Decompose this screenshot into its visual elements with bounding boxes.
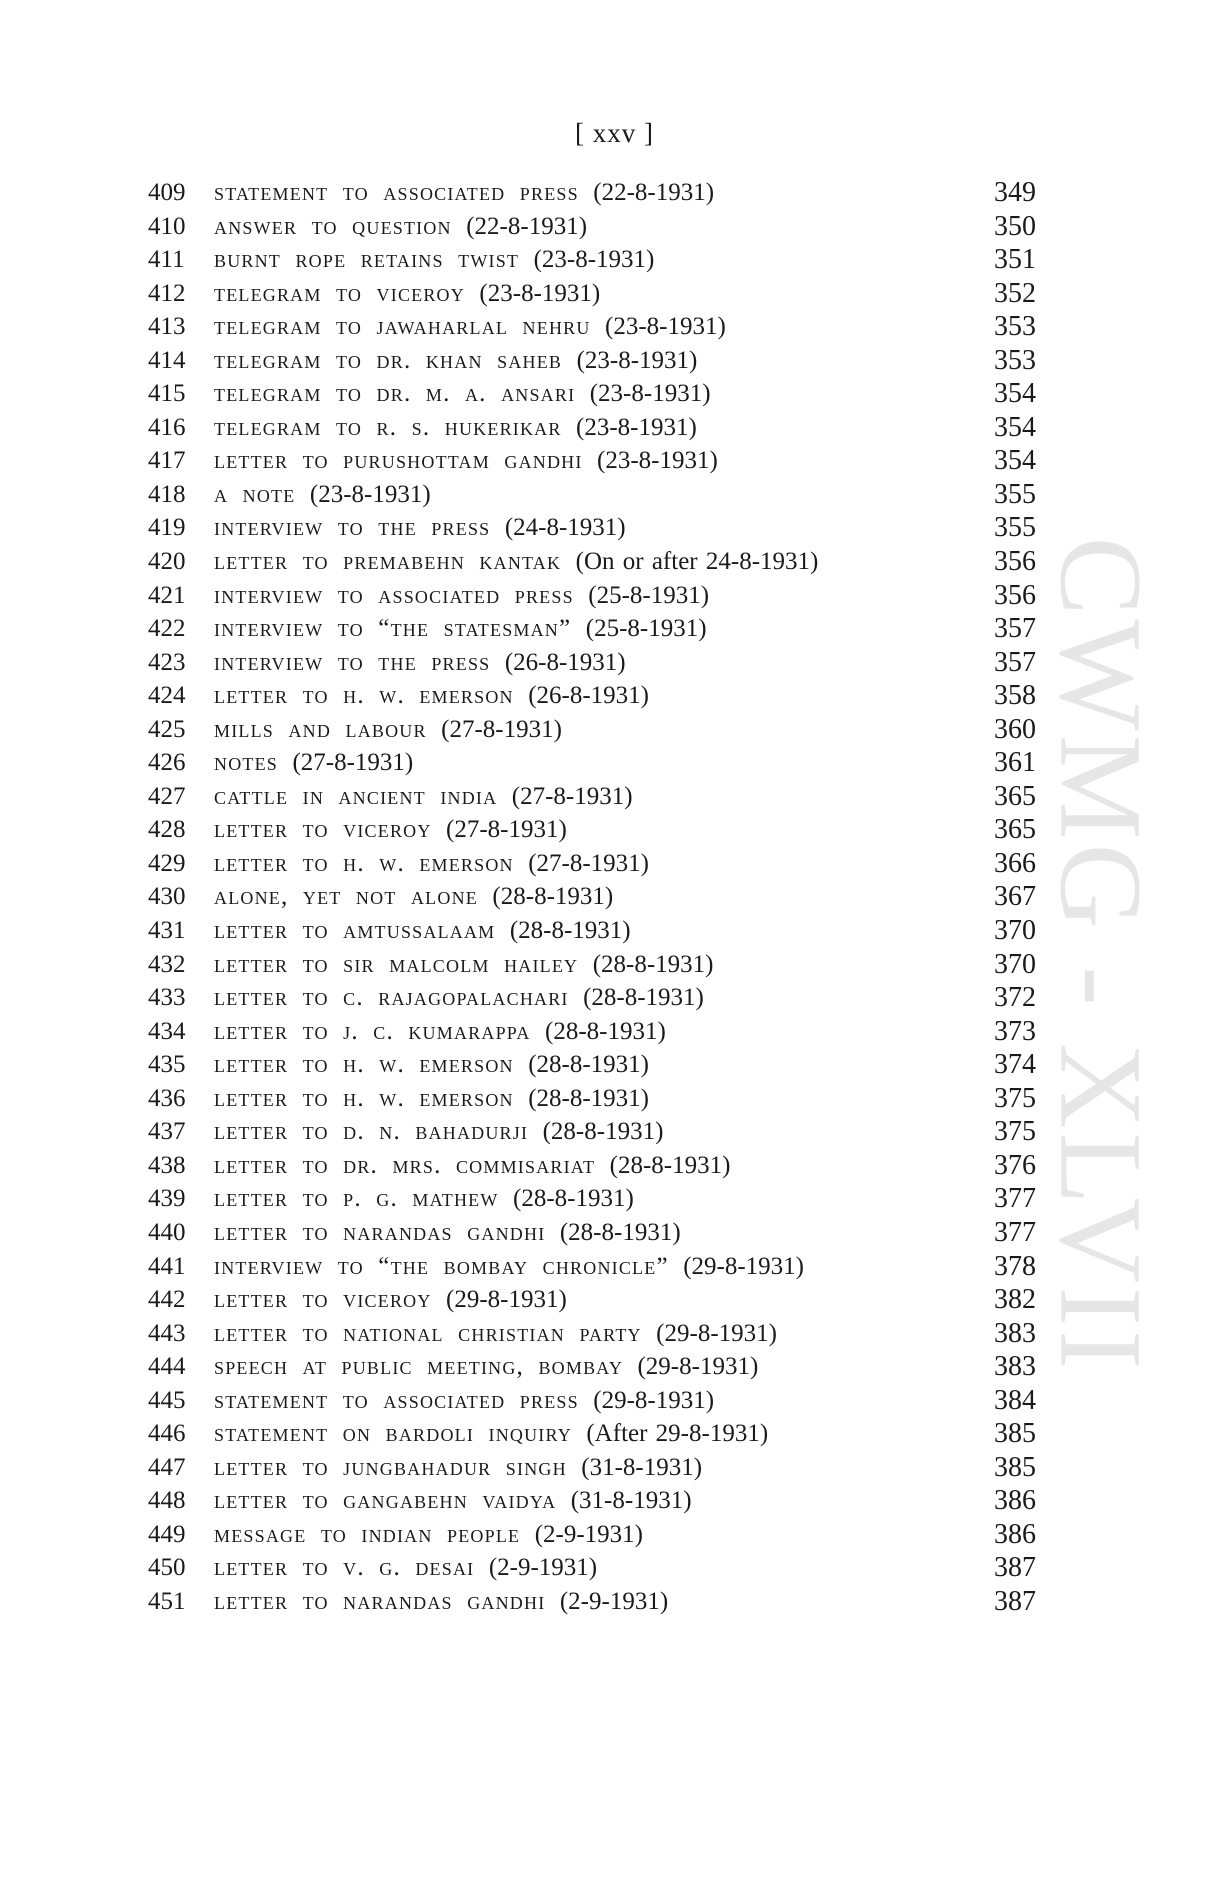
toc-entry	[0, 1317, 1229, 1351]
entry-number: 422	[148, 615, 186, 643]
entry-page-number: 385	[994, 1418, 1036, 1450]
toc-entry	[0, 344, 1229, 378]
entry-title	[214, 1551, 597, 1584]
toc-entry	[0, 646, 1229, 680]
entry-date: (22-8-1931)	[466, 212, 588, 240]
entry-date: (31-8-1931)	[581, 1453, 703, 1481]
toc-entry	[0, 1048, 1229, 1082]
entry-page-number: 361	[994, 747, 1036, 779]
toc-entry	[0, 713, 1229, 747]
toc-entry	[0, 1417, 1229, 1451]
entry-number: 429	[148, 849, 186, 877]
entry-title	[214, 511, 626, 544]
entry-date: (23-8-1931)	[533, 246, 655, 274]
entry-date: (28-8-1931)	[542, 1118, 664, 1146]
entry-date: (29-8-1931)	[593, 1386, 715, 1414]
entry-number: 448	[148, 1487, 186, 1515]
toc-entry	[0, 780, 1229, 814]
entry-date: (26-8-1931)	[504, 648, 626, 676]
entry-number: 439	[148, 1185, 186, 1213]
entry-title	[214, 1216, 681, 1249]
entry-title-text: letter to d. n. bahadurji	[214, 1118, 529, 1146]
toc-entry	[0, 914, 1229, 948]
entry-title	[214, 813, 567, 846]
entry-title	[214, 1384, 714, 1417]
toc-entry	[0, 1551, 1229, 1585]
entry-date: (24-8-1931)	[504, 514, 626, 542]
entry-title	[214, 1115, 663, 1148]
entry-number: 433	[148, 984, 186, 1012]
entry-page-number: 356	[994, 546, 1036, 578]
entry-title-text: notes	[214, 749, 278, 777]
entry-title	[214, 377, 711, 410]
entry-title	[214, 1417, 768, 1450]
entry-date: (28-8-1931)	[559, 1218, 681, 1246]
entry-title	[214, 746, 413, 779]
entry-title	[214, 210, 587, 243]
entry-number: 436	[148, 1084, 186, 1112]
entry-number: 446	[148, 1420, 186, 1448]
entry-page-number: 358	[994, 680, 1036, 712]
toc-entry	[0, 1082, 1229, 1116]
toc-entry	[0, 1585, 1229, 1619]
entry-date: (28-8-1931)	[545, 1017, 666, 1045]
entry-number: 438	[148, 1151, 186, 1179]
entry-page-number: 351	[994, 244, 1036, 276]
entry-title-text: letter to purushottam gandhi	[214, 447, 583, 475]
toc-entry	[0, 511, 1229, 545]
entry-page-number: 357	[994, 613, 1036, 645]
entry-page-number: 354	[994, 378, 1036, 410]
entry-title	[214, 1484, 692, 1517]
entry-title-text: interview to the press	[214, 514, 491, 542]
entry-page-number: 366	[994, 847, 1036, 879]
entry-date: (28-8-1931)	[583, 984, 704, 1012]
entry-title-text: burnt rope retains twist	[214, 246, 520, 274]
entry-title	[214, 914, 631, 947]
entry-date: (28-8-1931)	[528, 1051, 650, 1079]
entry-title	[214, 545, 818, 578]
entry-date: (22-8-1931)	[593, 179, 715, 206]
entry-title-text: letter to national christian party	[214, 1319, 642, 1347]
toc-entry	[0, 1283, 1229, 1317]
entry-page-number: 353	[994, 344, 1036, 376]
entry-number: 427	[148, 782, 186, 810]
toc-entry	[0, 1484, 1229, 1518]
entry-page-number: 384	[994, 1384, 1036, 1416]
entry-page-number: 377	[994, 1183, 1036, 1215]
toc-entry	[0, 1518, 1229, 1552]
entry-title	[214, 948, 714, 981]
entry-number: 416	[148, 413, 186, 441]
entry-page-number: 354	[994, 411, 1036, 443]
entry-date: (28-8-1931)	[592, 950, 714, 978]
entry-title	[214, 1317, 777, 1350]
entry-number: 443	[148, 1319, 186, 1347]
entry-date: (28-8-1931)	[492, 883, 614, 911]
entry-date: (25-8-1931)	[588, 581, 710, 609]
entry-title	[214, 344, 697, 377]
entry-number: 440	[148, 1218, 186, 1246]
toc-entry	[0, 880, 1229, 914]
entry-title-text: letter to narandas gandhi	[214, 1587, 546, 1615]
entry-number: 444	[148, 1353, 186, 1381]
entry-title-text: letter to j. c. kumarappa	[214, 1017, 531, 1045]
entry-date: (2-9-1931)	[559, 1587, 669, 1615]
entry-title	[214, 612, 707, 645]
entry-page-number: 373	[994, 1015, 1036, 1047]
entry-title-text: letter to h. w. emerson	[214, 1084, 514, 1112]
entry-title	[214, 679, 649, 712]
toc-entry	[0, 948, 1229, 982]
entry-page-number: 382	[994, 1284, 1036, 1316]
entry-date: (On or after 24-8-1931)	[575, 548, 819, 576]
toc-entry	[0, 444, 1229, 478]
entry-title-text: letter to amtussalaam	[214, 917, 496, 945]
toc-entry	[0, 1216, 1229, 1250]
entry-title-text: letter to premabehn kantak	[214, 548, 562, 576]
entry-title	[214, 880, 613, 913]
entry-page-number: 386	[994, 1518, 1036, 1550]
entry-page-number: 355	[994, 512, 1036, 544]
entry-date: (29-8-1931)	[446, 1286, 567, 1314]
table-of-contents	[0, 176, 1229, 1619]
entry-number: 420	[148, 548, 186, 576]
entry-title	[214, 713, 562, 746]
entry-title	[214, 1518, 643, 1551]
toc-entry	[0, 981, 1229, 1015]
entry-title	[214, 1082, 649, 1115]
entry-number: 415	[148, 380, 186, 408]
entry-number: 412	[148, 279, 186, 307]
entry-page-number: 385	[994, 1451, 1036, 1483]
entry-page-number: 354	[994, 445, 1036, 477]
entry-date: (27-8-1931)	[446, 816, 567, 844]
entry-title	[214, 646, 626, 679]
toc-entry	[0, 243, 1229, 277]
entry-title	[214, 310, 726, 343]
entry-title	[214, 981, 704, 1014]
entry-number: 426	[148, 749, 186, 777]
entry-date: (28-8-1931)	[513, 1185, 634, 1213]
entry-page-number: 352	[994, 277, 1036, 309]
entry-page-number: 387	[994, 1552, 1036, 1584]
entry-page-number: 365	[994, 814, 1036, 846]
entry-title	[214, 176, 714, 209]
entry-date: (23-8-1931)	[479, 279, 601, 307]
entry-title-text: letter to dr. mrs. commisariat	[214, 1151, 596, 1179]
entry-date: (23-8-1931)	[597, 447, 718, 475]
entry-title-text: speech at public meeting, bombay	[214, 1353, 624, 1381]
entry-title	[214, 444, 718, 477]
entry-page-number: 376	[994, 1149, 1036, 1181]
entry-title-text: cattle in ancient india	[214, 782, 498, 810]
entry-date: (29-8-1931)	[683, 1252, 805, 1280]
entry-title-text: interview to the press	[214, 648, 491, 676]
entry-number: 421	[148, 581, 186, 609]
page-header: [ xxv ]	[575, 118, 654, 148]
toc-entry	[0, 1115, 1229, 1149]
entry-date: (27-8-1931)	[441, 715, 562, 743]
entry-title-text: telegram to viceroy	[214, 279, 465, 307]
entry-title	[214, 1451, 702, 1484]
entry-page-number: 386	[994, 1485, 1036, 1517]
entry-title-text: telegram to r. s. hukerikar	[214, 413, 562, 441]
entry-date: (After 29-8-1931)	[586, 1420, 769, 1448]
entry-title-text: letter to h. w. emerson	[214, 849, 514, 877]
entry-page-number: 370	[994, 948, 1036, 980]
entry-page-number: 365	[994, 780, 1036, 812]
entry-page-number: 350	[994, 210, 1036, 242]
entry-title-text: interview to associated press	[214, 581, 574, 609]
entry-date: (28-8-1931)	[509, 917, 631, 945]
entry-page-number: 357	[994, 646, 1036, 678]
entry-title-text: interview to “the bombay chronicle”	[214, 1252, 669, 1280]
entry-title-text: interview to “the statesman”	[214, 615, 572, 643]
entry-number: 425	[148, 715, 186, 743]
toc-entry	[0, 746, 1229, 780]
entry-title	[214, 579, 709, 612]
toc-entry	[0, 545, 1229, 579]
entry-title-text: letter to h. w. emerson	[214, 682, 514, 710]
entry-title-text: letter to narandas gandhi	[214, 1218, 546, 1246]
entry-date: (28-8-1931)	[609, 1151, 731, 1179]
entry-number: 434	[148, 1017, 186, 1045]
toc-entry	[0, 1451, 1229, 1485]
toc-entry	[0, 813, 1229, 847]
entry-date: (25-8-1931)	[585, 615, 707, 643]
entry-title-text: alone, yet not alone	[214, 883, 478, 911]
toc-entry	[0, 579, 1229, 613]
entry-number: 419	[148, 514, 186, 542]
entry-number: 411	[148, 246, 185, 274]
entry-title-text: letter to viceroy	[214, 816, 432, 844]
entry-title-text: letter to viceroy	[214, 1286, 432, 1314]
toc-entry	[0, 847, 1229, 881]
toc-entry	[0, 1149, 1229, 1183]
entry-number: 414	[148, 346, 186, 374]
entry-title	[214, 1182, 634, 1215]
entry-date: (29-8-1931)	[637, 1353, 759, 1381]
entry-number: 409	[148, 179, 186, 206]
toc-entry	[0, 411, 1229, 445]
entry-number: 441	[148, 1252, 186, 1280]
entry-title-text: letter to gangabehn vaidya	[214, 1487, 557, 1515]
entry-page-number: 374	[994, 1049, 1036, 1081]
entry-date: (23-8-1931)	[589, 380, 711, 408]
entry-page-number: 370	[994, 915, 1036, 947]
toc-entry	[0, 1350, 1229, 1384]
entry-date: (27-8-1931)	[292, 749, 414, 777]
entry-title	[214, 277, 600, 310]
entry-page-number: 378	[994, 1250, 1036, 1282]
toc-entry	[0, 277, 1229, 311]
entry-page-number: 349	[994, 177, 1036, 208]
entry-number: 451	[148, 1587, 186, 1615]
entry-title	[214, 1585, 668, 1618]
entry-number: 417	[148, 447, 186, 475]
entry-page-number: 383	[994, 1351, 1036, 1383]
entry-title	[214, 847, 649, 880]
entry-title-text: a note	[214, 480, 296, 508]
entry-title-text: letter to jungbahadur singh	[214, 1453, 567, 1481]
entry-number: 435	[148, 1051, 186, 1079]
entry-title	[214, 243, 654, 276]
entry-title-text: statement to associated press	[214, 179, 579, 206]
toc-entry	[0, 176, 1229, 210]
entry-number: 413	[148, 313, 186, 341]
entry-number: 442	[148, 1286, 186, 1314]
entry-number: 423	[148, 648, 186, 676]
entry-title-text: message to indian people	[214, 1520, 521, 1548]
entry-date: (23-8-1931)	[309, 480, 431, 508]
entry-page-number: 383	[994, 1317, 1036, 1349]
entry-title	[214, 478, 431, 511]
toc-entry	[0, 1250, 1229, 1284]
entry-number: 410	[148, 212, 186, 240]
entry-date: (2-9-1931)	[534, 1520, 643, 1548]
entry-page-number: 377	[994, 1216, 1036, 1248]
entry-page-number: 353	[994, 311, 1036, 343]
toc-entry	[0, 210, 1229, 244]
entry-date: (29-8-1931)	[656, 1319, 777, 1347]
entry-page-number: 367	[994, 881, 1036, 913]
entry-date: (26-8-1931)	[528, 682, 650, 710]
entry-title-text: statement to associated press	[214, 1386, 579, 1414]
entry-title	[214, 780, 633, 813]
entry-title	[214, 1149, 730, 1182]
entry-date: (23-8-1931)	[576, 413, 697, 441]
entry-date: (28-8-1931)	[528, 1084, 650, 1112]
entry-page-number: 355	[994, 478, 1036, 510]
entry-number: 428	[148, 816, 186, 844]
entry-title-text: mills and labour	[214, 715, 427, 743]
entry-number: 430	[148, 883, 186, 911]
toc-entry	[0, 612, 1229, 646]
entry-page-number: 356	[994, 579, 1036, 611]
entry-number: 447	[148, 1453, 186, 1481]
entry-number: 424	[148, 682, 186, 710]
entry-number: 445	[148, 1386, 186, 1414]
watermark-text: CWMG - XLVII	[1035, 536, 1166, 1374]
entry-date: (23-8-1931)	[576, 346, 698, 374]
entry-date: (31-8-1931)	[570, 1487, 692, 1515]
entry-title	[214, 1350, 758, 1383]
entry-number: 418	[148, 480, 186, 508]
entry-number: 431	[148, 917, 186, 945]
entry-number: 437	[148, 1118, 186, 1146]
entry-page-number: 375	[994, 1082, 1036, 1114]
entry-title-text: letter to c. rajagopalachari	[214, 984, 569, 1012]
entry-title-text: telegram to dr. khan saheb	[214, 346, 563, 374]
entry-date: (27-8-1931)	[511, 782, 633, 810]
toc-entry	[0, 478, 1229, 512]
entry-title	[214, 1283, 567, 1316]
entry-title-text: telegram to dr. m. a. ansari	[214, 380, 576, 408]
entry-title-text: letter to v. g. desai	[214, 1554, 475, 1582]
entry-date: (23-8-1931)	[605, 313, 726, 341]
entry-title	[214, 1250, 804, 1283]
toc-entry	[0, 310, 1229, 344]
toc-entry	[0, 1384, 1229, 1418]
entry-title-text: telegram to jawaharlal nehru	[214, 313, 591, 341]
toc-entry	[0, 377, 1229, 411]
entry-title-text: letter to p. g. mathew	[214, 1185, 499, 1213]
entry-date: (2-9-1931)	[488, 1554, 598, 1582]
entry-page-number: 375	[994, 1116, 1036, 1148]
entry-title-text: statement on bardoli inquiry	[214, 1420, 572, 1448]
entry-date: (27-8-1931)	[528, 849, 650, 877]
entry-page-number: 372	[994, 982, 1036, 1014]
entry-title-text: letter to h. w. emerson	[214, 1051, 514, 1079]
entry-title-text: letter to sir malcolm hailey	[214, 950, 579, 978]
entry-number: 450	[148, 1554, 186, 1582]
entry-number: 449	[148, 1520, 186, 1548]
entry-page-number: 387	[994, 1585, 1036, 1617]
toc-entry	[0, 1015, 1229, 1049]
entry-title	[214, 1015, 666, 1048]
entry-page-number: 360	[994, 713, 1036, 745]
toc-entry	[0, 1182, 1229, 1216]
entry-number: 432	[148, 950, 186, 978]
entry-title-text: answer to question	[214, 212, 452, 240]
entry-title	[214, 1048, 649, 1081]
entry-title	[214, 411, 697, 444]
toc-entry	[0, 679, 1229, 713]
